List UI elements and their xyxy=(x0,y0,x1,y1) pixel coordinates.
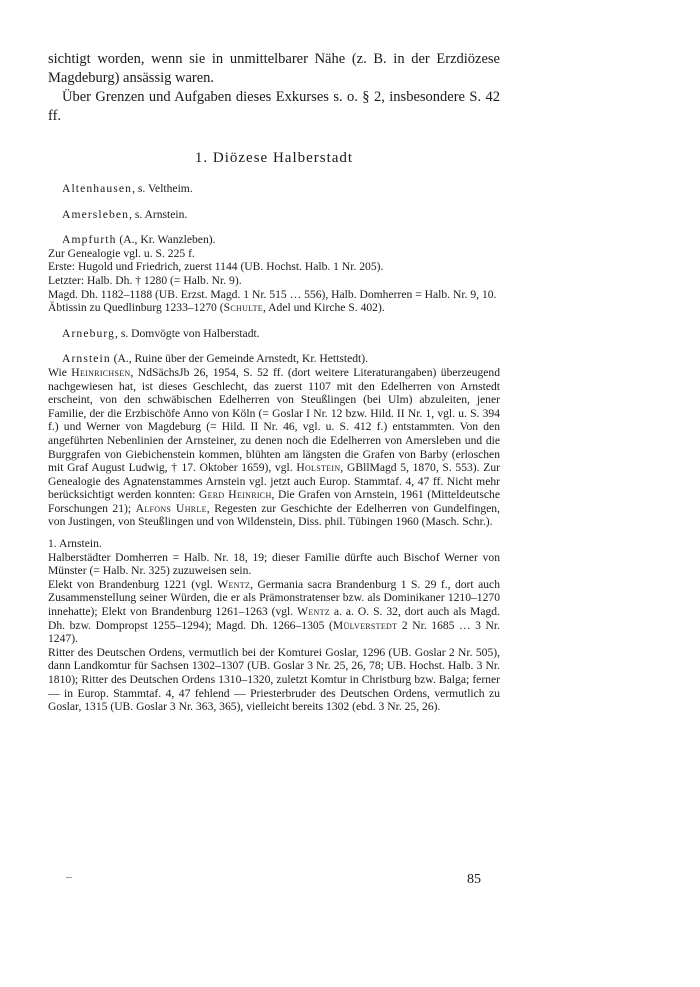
entry-name: Arneburg xyxy=(62,326,116,340)
entry-altenhausen xyxy=(48,182,500,196)
entry-reference: , s. Arnstein. xyxy=(129,207,188,221)
entry-name: Arnstein xyxy=(62,352,111,366)
subsection-ritter: Ritter des Deutschen Ordens, vermutlich bei der Komturei Goslar, 1296 (UB. Goslar 2 Nr. 505), dann Landkomtur für Sachsen 1302–1307 (UB. Goslar 3 Nr. 25, 26, 78; UB. Hochst. Halb. 3 Nr. 1810); Ritter des Deutschen Ordens 1310–1320, zuletzt Komtur in Christburg bzw. Balga; ferner — in Europ. Stammtaf. 4, 47 fehlend — Priesterbruder des Deutschen Ordens, vermutlich zu Goslar, 1315 (UB. Goslar 3 Nr. 363, 365), vielleicht bereits 1302 (ebd. 3 Nr. 25, 26). xyxy=(48,645,500,714)
subsection-elekt xyxy=(48,578,500,646)
page-number: 85 xyxy=(467,872,481,887)
subsection-domherren: Halberstädter Domherren = Halb. Nr. 18, 19; dieser Familie dürfte auch Bischof Werner von Münster (= Halb. Nr. 325) zuzuweisen sein. xyxy=(48,550,500,578)
entry-ampfurth xyxy=(48,233,500,247)
section-heading: 1. Diözese Halberstadt xyxy=(194,150,354,166)
text-segment: , Die Grafen von Arnstein, 1961 (Mitteldeutsche Forschungen 21); xyxy=(48,488,500,515)
author-name: Mülverstedt xyxy=(332,618,398,632)
entry-arnstein xyxy=(48,352,500,366)
entry-location: (A., Ruine über der Gemeinde Arnstedt, Kr. Hettstedt). xyxy=(110,352,368,366)
text-segment: , Germania sacra Brandenburg 1 S. 29 f., dort auch Zusammenstellung seiner Würden, die er als Prämonstratenser bzw. als Dominikaner 1210–1270 innehatte); Elekt von Brandenburg 1261–1263 (vgl. xyxy=(48,577,500,619)
ampfurth-line-magd: Magd. Dh. 1182–1188 (UB. Erzst. Magd. 1 Nr. 515 … 556), Halb. Domherren = Halb. Nr. 9, 10. xyxy=(48,287,497,301)
entry-arneburg xyxy=(48,327,500,341)
entry-location: (A., Kr. Wanzleben). xyxy=(116,233,216,247)
author-name: Gerd Heinrich xyxy=(198,488,272,502)
author-name: Schulte xyxy=(223,301,263,315)
ampfurth-line-erste: Erste: Hugold und Friedrich, zuerst 1144 (UB. Hochst. Halb. 1 Nr. 205). xyxy=(48,260,384,274)
author-name: Holstein xyxy=(296,461,341,475)
ampfurth-line-letzter: Letzter: Halb. Dh. † 1280 (= Halb. Nr. 9). xyxy=(48,273,242,287)
text-segment: a. a. O. S. 32, dort auch als Magd. Dh. bzw. Dompropst 1255–1294); Magd. Dh. 1266–1305 ( xyxy=(48,605,500,632)
entry-amersleben xyxy=(48,208,500,222)
intro-paragraph-2: Über Grenzen und Aufgaben dieses Exkurses s. o. § 2, insbesondere S. 42 ff. xyxy=(48,89,500,124)
entries-body xyxy=(48,182,500,714)
arnstein-paragraph xyxy=(48,366,500,529)
entry-reference: , s. Domvögte von Halberstadt. xyxy=(115,326,260,340)
text-segment: Wie xyxy=(48,365,72,379)
text-segment: , Regesten zur Geschichte der Edelherren von Gundelfingen, von Justingen, von Steußlingen und von Wildenstein, Diss. phil. Tübingen 1960 (Masch. Schr.). xyxy=(48,501,501,529)
text-segment: , NdSächsJb 26, 1954, S. 52 ff. (dort weitere Literaturangaben) überzeugend nachgewiesen hat, ist dieses Geschlecht, das zuerst 1107 mit den Edelherren von Arnstedt erscheint, von den schwäbischen Edelherren von Steußlingen (bei Ulm) abzuleiten, jener Familie, der die Erzbischöfe Anno von Köln (= Goslar I Nr. 12 bzw. Hild. II Nr. 1, vgl. u. S. 394 f.) und Werner von Magdeburg (= Hild. II Nr. 46, vgl. u. S. 412 f.) entstammten. Von den angeführten Nebenlinien der Arnsteiner, zu denen noch die Edelherren von Amersleben und die Burggrafen von Giebichenstein kommen, blühten am längsten die Grafen von Barby (erloschen mit Graf August Ludwig, † 17. Oktober 1659), vgl. xyxy=(48,365,500,475)
text-segment: , Adel und Kirche S. 402). xyxy=(263,301,385,315)
author-name: Alfons Uhrle xyxy=(135,501,207,515)
entry-name: Amersleben xyxy=(62,207,130,221)
entry-reference: , s. Veltheim. xyxy=(132,182,193,195)
intro-text xyxy=(48,50,500,126)
ampfurth-line-abtissin xyxy=(48,301,500,315)
author-name: Wentz xyxy=(217,577,251,591)
subsection-title: 1. Arnstein. xyxy=(48,537,102,551)
author-name: Heinrichsen xyxy=(71,365,131,379)
author-name: Wentz xyxy=(297,605,330,619)
entry-name: Ampfurth xyxy=(62,233,117,247)
text-segment: 2 Nr. 1685 … 3 Nr. 1247). xyxy=(48,618,501,646)
scan-speck xyxy=(66,877,72,878)
text-segment: , GBllMagd 5, 1870, S. 553). Zur Genealogie des Agnatenstammes Arnstein vgl. jetzt auch Europ. Stammtaf. 4, 47 ff. Nicht mehr berücksichtigt werden konnten: xyxy=(48,461,500,502)
intro-paragraph-1: sichtigt worden, wenn sie in unmittelbarer Nähe (z. B. in der Erzdiözese Magdeburg) ansässig waren. xyxy=(48,51,500,86)
text-segment: Äbtissin zu Quedlinburg 1233–1270 ( xyxy=(48,301,224,315)
text-segment: Elekt von Brandenburg 1221 (vgl. xyxy=(48,577,218,591)
ampfurth-line-genealogy: Zur Genealogie vgl. u. S. 225 f. xyxy=(48,246,195,260)
entry-name: Altenhausen xyxy=(62,182,133,195)
